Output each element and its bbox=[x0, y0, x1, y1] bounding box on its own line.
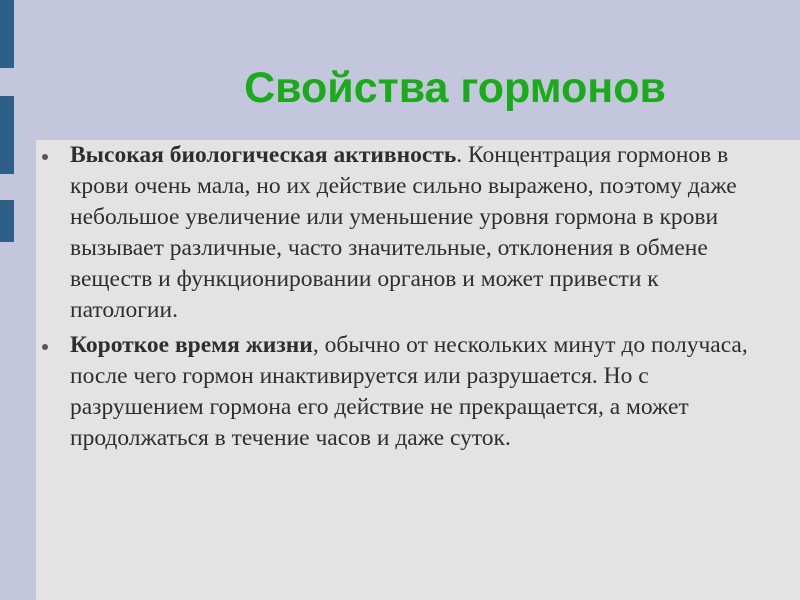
bullet-dot-icon bbox=[42, 344, 48, 350]
bullet-item-activity bbox=[42, 140, 752, 326]
bullet-list bbox=[42, 140, 752, 458]
accent-bar-bottom bbox=[0, 200, 14, 242]
left-accent-bars bbox=[0, 0, 16, 600]
accent-bar-top bbox=[0, 0, 14, 68]
slide-title: Свойства гормонов bbox=[244, 64, 666, 112]
bullet-body: , обычно от нескольких минут до получаса, после чего гормон инактивируется или разрушается. Но с разрушением гормона его действие не прекращается, а может продолжаться в течение часов и даже суток. bbox=[70, 332, 748, 451]
bullet-text bbox=[70, 330, 752, 454]
accent-bar-middle bbox=[0, 96, 14, 174]
bullet-term: Высокая биологическая активность bbox=[70, 142, 457, 168]
bullet-text bbox=[70, 140, 752, 326]
bullet-dot-icon bbox=[42, 154, 48, 160]
bullet-item-lifetime bbox=[42, 330, 752, 454]
bullet-term: Короткое время жизни bbox=[70, 332, 313, 358]
bullet-body: . Концентрация гормонов в крови очень мала, но их действие сильно выражено, поэтому даже небольшое увеличение или уменьшение уровня гормона в крови вызывает различные, часто значительные, отклонения в обмене веществ и функционировании органов и может привести к патологии. bbox=[70, 142, 737, 323]
